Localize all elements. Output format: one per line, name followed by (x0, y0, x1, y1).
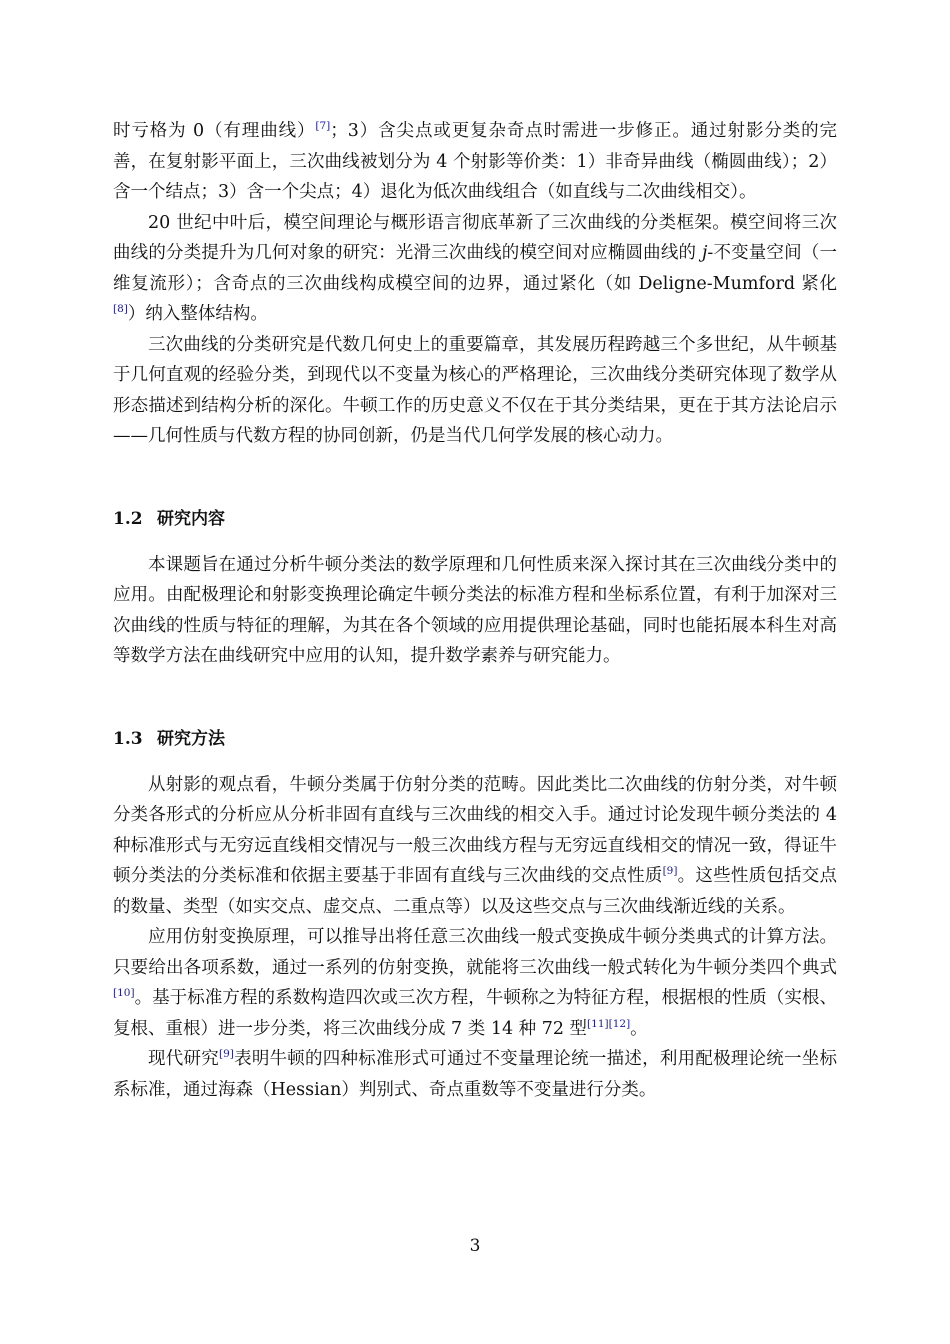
citation-11[interactable]: [11] (587, 1017, 609, 1030)
page-number: 3 (469, 1236, 481, 1256)
citation-9[interactable]: [9] (662, 865, 678, 877)
section-title: 研究方法 (157, 728, 225, 749)
paragraph-method-affine-transform: 应用仿射变换原理，可以推导出将任意三次曲线一般式变换成牛顿分类典式的计算方法。只要给出各项系数，通过一系列的仿射变换，就能将三次曲线一般式转化为牛顿分类四个典式[10]。基于标准方程的系数构造四次或三次方程，牛顿称之为特征方程，根据根的性质（实根、复根、重根）进一步分类，将三次曲线分成 7 类 14 种 72 型[11][12]。 (113, 927, 837, 1039)
paragraph-moduli-space: 20 世纪中叶后，模空间理论与概形语言彻底革新了三次曲线的分类框架。模空间将三次曲线的分类提升为几何对象的研究：光滑三次曲线的模空间对应椭圆曲线的 j-不变量空间（一维复流形）；含奇点的三次曲线构成模空间的边界，通过紧化（如 Deligne-Mumford 紧化[8]）纳入整体结构。 (113, 212, 837, 324)
paragraph-research-content: 本课题旨在通过分析牛顿分类法的数学原理和几何性质来深入探讨其在三次曲线分类中的应用。由配极理论和射影变换理论确定牛顿分类法的标准方程和坐标系位置，有利于加深对三次曲线的性质与特征的理解，为其在各个领域的应用提供理论基础，同时也能拓展本科生对高等数学方法在曲线研究中应用的认知，提升数学素养与研究能力。 (113, 554, 837, 666)
section-number: 1.2 (113, 508, 143, 529)
citation-12[interactable]: [12] (608, 1017, 631, 1030)
citation-8[interactable]: [8] (113, 303, 128, 315)
paragraph-history-summary: 三次曲线的分类研究是代数几何史上的重要篇章，其发展历程跨越三个多世纪，从牛顿基于几何直观的经验分类，到现代以不变量为核心的严格理论，三次曲线分类研究体现了数学从形态描述到结构分析的深化。牛顿工作的历史意义不仅在于其分类结果，更在于其方法论启示——几何性质与代数方程的协同创新，仍是当代几何学发展的核心动力。 (113, 334, 837, 446)
citation-9-repeat[interactable]: [9] (218, 1048, 234, 1060)
document-body (113, 116, 837, 1105)
section-heading-1-2 (113, 504, 837, 534)
paragraph-cubic-classification-intro: 时亏格为 0（有理曲线）[7]；3）含尖点或更复杂奇点时需进一步修正。通过射影分类的完善，在复射影平面上，三次曲线被划分为 4 个射影等价类：1）非奇异曲线（椭圆曲线）；2）含一个结点；3）含一个尖点；4）退化为低次曲线组合（如直线与二次曲线相交）。 (113, 120, 837, 202)
section-heading-1-3 (113, 724, 837, 754)
citation-10[interactable]: [10] (113, 987, 135, 999)
paragraph-method-projective-view: 从射影的观点看，牛顿分类属于仿射分类的范畴。因此类比二次曲线的仿射分类，对牛顿分类各形式的分析应从分析非固有直线与三次曲线的相交入手。通过讨论发现牛顿分类法的 4 种标准形式与无穷远直线相交情况与一般三次曲线方程与无穷远直线相交的情况一致，得证牛顿分类法的分类标准和依据主要基于非固有直线与三次曲线的交点性质[9]。这些性质包括交点的数量、类型（如实交点、虚交点、二重点等）以及这些交点与三次曲线渐近线的关系。 (113, 774, 838, 917)
paragraph-method-modern-research: 现代研究[9]表明牛顿的四种标准形式可通过不变量理论统一描述，利用配极理论统一坐标系标准，通过海森（Hessian）判别式、奇点重数等不变量进行分类。 (113, 1048, 838, 1100)
j-invariant-symbol: j (701, 243, 708, 263)
citation-7[interactable]: [7] (315, 120, 331, 132)
section-title: 研究内容 (157, 508, 225, 529)
section-number: 1.3 (113, 728, 143, 749)
